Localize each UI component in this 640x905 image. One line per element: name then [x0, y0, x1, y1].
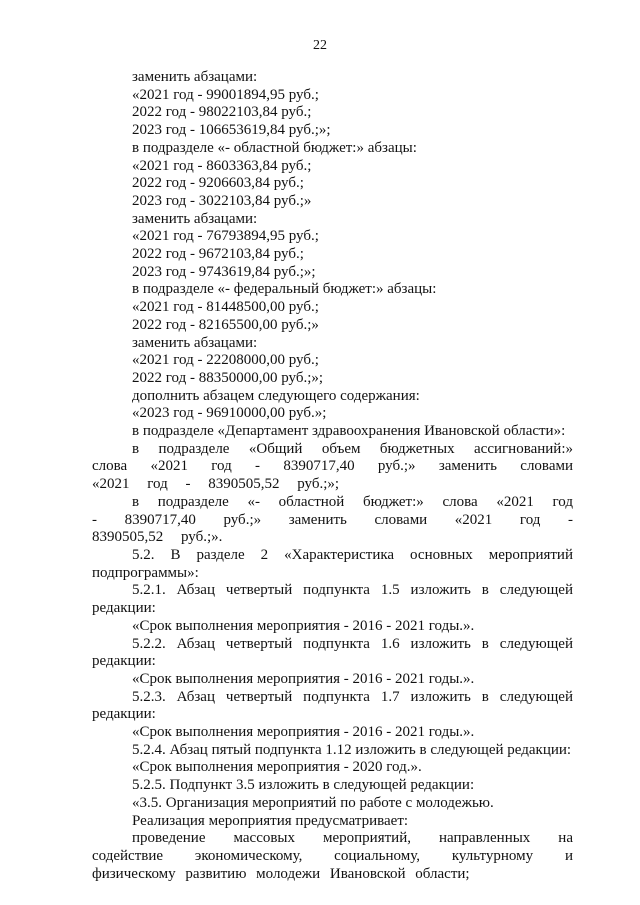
text-line: «Срок выполнения мероприятия - 2016 - 2021 годы.». [132, 617, 475, 634]
text-line: 2022 год - 9672103,84 руб.; [132, 246, 304, 263]
paragraph: 5.2.3. Абзац четвертый подпункта 1.7 изложить в следующей редакции: [92, 688, 573, 723]
text-line: заменить абзацами: [132, 334, 258, 351]
text-line: «Срок выполнения мероприятия - 2020 год.». [132, 759, 422, 776]
paragraph: в подразделе «Общий объем бюджетных ассигнований:» слова «2021 год - 8390717,40 руб.;» заменить словами «2021 год - 8390505,52 руб.;»; [92, 440, 573, 493]
text-line: Реализация мероприятия предусматривает: [132, 812, 409, 829]
paragraph: 5.2.2. Абзац четвертый подпункта 1.6 изложить в следующей редакции: [92, 635, 573, 670]
text-line: 2022 год - 82165500,00 руб.;» [132, 316, 319, 333]
text-line: 5.2.5. Подпункт 3.5 изложить в следующей редакции: [132, 777, 475, 794]
text-line: 2023 год - 106653619,84 руб.;»; [132, 122, 331, 139]
text-line: «2021 год - 76793894,95 руб.; [132, 228, 319, 245]
text-line: «2021 год - 81448500,00 руб.; [132, 299, 319, 316]
text-line: заменить абзацами: [132, 210, 258, 227]
text-line: в подразделе «- областной бюджет:» абзацы: [132, 139, 417, 156]
text-line: заменить абзацами: [132, 69, 258, 85]
text-line: 2023 год - 9743619,84 руб.;»; [132, 263, 316, 280]
text-line: в подразделе «Департамент здравоохранения Ивановской области»: [132, 423, 566, 440]
paragraph: 5.2. В разделе 2 «Характеристика основных мероприятий подпрограммы»: [92, 546, 573, 581]
text-line: «Срок выполнения мероприятия - 2016 - 2021 годы.». [132, 670, 475, 687]
paragraph: 5.2.1. Абзац четвертый подпункта 1.5 изложить в следующей редакции: [92, 582, 573, 617]
text-line: 2022 год - 98022103,84 руб.; [132, 104, 312, 121]
text-line: «2021 год - 22208000,00 руб.; [132, 352, 319, 369]
text-line: в подразделе «- федеральный бюджет:» абзацы: [132, 281, 437, 298]
text-line: дополнить абзацем следующего содержания: [132, 387, 420, 404]
page-number: 22 [313, 38, 327, 53]
text-line: «3.5. Организация мероприятий по работе с молодежью. [132, 794, 494, 811]
text-line: «2023 год - 96910000,00 руб.»; [132, 405, 327, 422]
document-body [92, 69, 573, 883]
text-line: 5.2.4. Абзац пятый подпункта 1.12 изложить в следующей редакции: [132, 741, 572, 758]
text-line: «Срок выполнения мероприятия - 2016 - 2021 годы.». [132, 724, 475, 741]
paragraph: проведение массовых мероприятий, направленных на содействие экономическому, социальному, культурному и физическому развитию молодежи Ивановской области; [92, 830, 573, 882]
text-line: 2023 год - 3022103,84 руб.;» [132, 192, 312, 209]
text-line: 2022 год - 88350000,00 руб.;»; [132, 369, 324, 386]
paragraph: в подразделе «- областной бюджет:» слова «2021 год - 8390717,40 руб.;» заменить словами «2021 год - 8390505,52 руб.;». [92, 493, 573, 546]
text-line: «2021 год - 8603363,84 руб.; [132, 157, 312, 174]
text-line: 2022 год - 9206603,84 руб.; [132, 175, 304, 192]
text-line: «2021 год - 99001894,95 руб.; [132, 86, 319, 103]
